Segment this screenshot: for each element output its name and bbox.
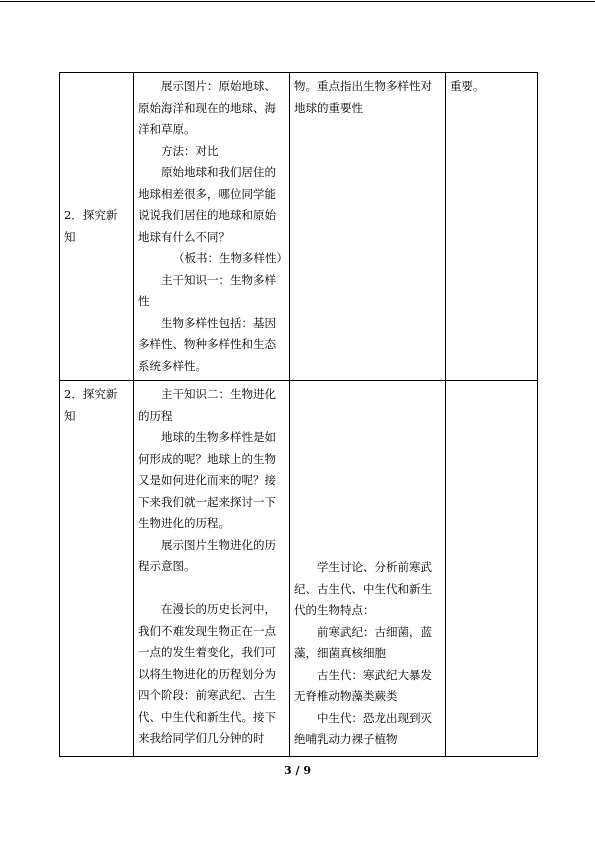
row2-student-cell bbox=[294, 557, 440, 751]
col-divider-3 bbox=[445, 72, 446, 757]
header-rule bbox=[0, 1, 595, 2]
col-divider-1 bbox=[133, 72, 134, 757]
row2-teacher-para-2: 地球的生物多样性是如何形成的呢？地球上的生物又是如何进化而来的呢？接下来我们就一起来探讨一下生物进化的历程。 bbox=[138, 430, 276, 530]
col-divider-4 bbox=[537, 72, 538, 757]
page-number: 3 / 9 bbox=[284, 764, 311, 777]
row2-teacher-para-1: 主干知识二：生物进化的历程 bbox=[138, 387, 276, 423]
row1-teacher-para-4: （板书：生物多样性） bbox=[173, 251, 288, 265]
row2-teacher-para-4: 在漫长的历史长河中，我们不难发现生物正在一点一点的发生着变化，我们可以将生物进化的历程划分为四个阶段：前寒武纪、古生代、中生代和新生代。接下来我给同学们几分钟的时 bbox=[138, 602, 276, 745]
row1-stage-label: 2．探究新知 bbox=[64, 208, 118, 244]
row2-student-para-4: 中生代：恐龙出现到灭绝哺乳动力裸子植物 bbox=[294, 710, 432, 746]
row1-student-cell bbox=[294, 76, 440, 119]
row1-intent-text: 重要。 bbox=[450, 79, 485, 93]
col-divider-0 bbox=[59, 72, 60, 757]
table-border-bottom bbox=[59, 756, 538, 757]
row2-stage-cell bbox=[64, 384, 128, 427]
row1-teacher-para-2: 方法：对比 bbox=[161, 143, 219, 158]
row2-blank-line bbox=[138, 578, 284, 600]
row1-student-text: 物。重点指出生物多样性对地球的重要性 bbox=[294, 79, 432, 115]
row-divider bbox=[59, 380, 538, 381]
col-divider-2 bbox=[289, 72, 290, 757]
row1-teacher-para-6: 生物多样性包括：基因多样性、物种多样性和生态系统多样性。 bbox=[138, 315, 276, 373]
row2-student-para-2: 前寒武纪：古细菌，蓝藻，细菌真核细胞 bbox=[294, 624, 432, 660]
table-border-top bbox=[59, 72, 538, 73]
row1-intent-cell bbox=[450, 76, 532, 98]
row1-teacher-cell bbox=[138, 76, 288, 377]
row1-stage-cell bbox=[64, 205, 128, 248]
row2-stage-label: 2．探究新知 bbox=[64, 387, 118, 423]
row1-teacher-para-5: 主干知识一：生物多样性 bbox=[138, 272, 276, 308]
row2-student-para-1: 学生讨论、分析前寒武纪、古生代、中生代和新生代的生物特点： bbox=[294, 560, 432, 617]
row2-teacher-para-3: 展示图片生物进化的历程示意图。 bbox=[138, 537, 276, 573]
row2-teacher-cell bbox=[138, 384, 284, 750]
row1-teacher-para-3: 原始地球和我们居住的地球相差很多，哪位同学能说说我们居住的地球和原始地球有什么不同？ bbox=[138, 165, 276, 244]
row2-student-para-3: 古生代：寒武纪大暴发无脊椎动物藻类蕨类 bbox=[294, 667, 432, 703]
row1-teacher-para-1: 展示图片：原始地球、原始海洋和现在的地球、海洋和草原。 bbox=[138, 79, 276, 136]
